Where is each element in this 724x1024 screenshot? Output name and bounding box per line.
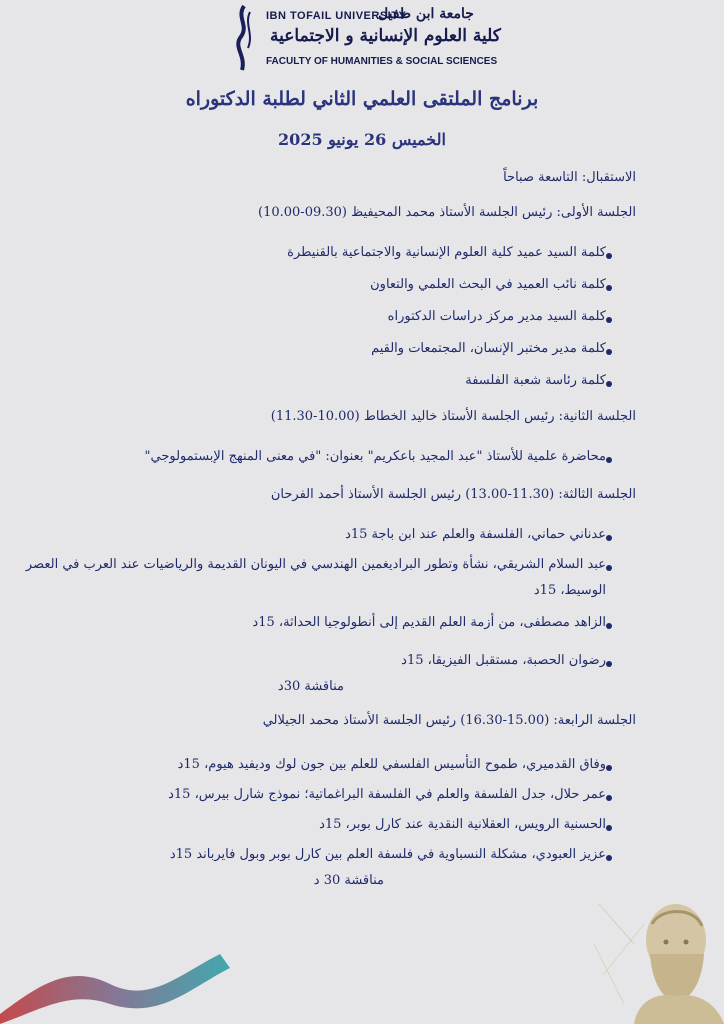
- bullet-icon: [606, 349, 612, 355]
- bullet-icon: [606, 795, 612, 801]
- reception-line: الاستقبال: التاسعة صباحاً: [503, 170, 636, 185]
- list-item: كلمة مدير مختبر الإنسان، المجتمعات والقيم: [371, 341, 606, 356]
- list-item-continuation: الوسيط، 15د: [533, 583, 606, 598]
- bullet-icon: [606, 661, 612, 667]
- bullet-icon: [606, 565, 612, 571]
- logo-university-ar: جامعة ابن طفيل: [378, 6, 474, 22]
- session4-heading: الجلسة الرابعة: (15.00-16.30) رئيس الجلسة الأستاذ محمد الجيلالي: [262, 713, 636, 728]
- university-logo: [230, 4, 501, 74]
- list-item: كلمة نائب العميد في البحث العلمي والتعاون: [370, 277, 606, 292]
- bullet-icon: [606, 855, 612, 861]
- logo-university-en: IBN TOFAIL UNIVERSITY: [266, 10, 407, 22]
- list-item: كلمة السيد عميد كلية العلوم الإنسانية والاجتماعية بالقنيطرة: [287, 245, 606, 260]
- bullet-icon: [606, 535, 612, 541]
- bullet-icon: [606, 381, 612, 387]
- list-item: وفاق القدميري، طموح التأسيس الفلسفي للعلم بين جون لوك وديفيد هيوم، 15د: [177, 757, 606, 772]
- event-date: الخميس 26 يونيو 2025: [278, 130, 446, 149]
- bullet-icon: [606, 825, 612, 831]
- list-item: عمر حلال، جدل الفلسفة والعلم في الفلسفة البراغماتية؛ نموذج شارل بيرس، 15د: [168, 787, 606, 802]
- list-item: عدناني حماني، الفلسفة والعلم عند ابن باجة 15د: [345, 527, 606, 542]
- list-item: عزيز العبودي، مشكلة النسباوية في فلسفة العلم بين كارل بوبر وبول فايرباند 15د: [169, 847, 606, 862]
- list-item: الحسنية الرويس، العقلانية النقدية عند كارل بوبر، 15د: [319, 817, 606, 832]
- logo-mark-icon: [230, 4, 260, 74]
- bullet-icon: [606, 457, 612, 463]
- bullet-icon: [606, 253, 612, 259]
- philosopher-bust-icon: [594, 884, 724, 1024]
- logo-faculty-en: FACULTY OF HUMANITIES & SOCIAL SCIENCES: [266, 56, 498, 67]
- list-item: كلمة رئاسة شعبة الفلسفة: [465, 373, 606, 388]
- session3-heading: الجلسة الثالثة: (11.30-13.00) رئيس الجلسة الأستاذ أحمد الفرحان: [270, 487, 636, 502]
- list-item: عبد السلام الشريقي، نشأة وتطور البراديغمين الهندسي في اليونان القديمة والرياضيات عند العرب في العصر: [25, 557, 606, 572]
- session4-discussion: مناقشة 30 د: [313, 873, 384, 888]
- list-item: كلمة السيد مدير مركز دراسات الدكتوراه: [387, 309, 606, 324]
- bullet-icon: [606, 623, 612, 629]
- session3-discussion: مناقشة 30د: [277, 679, 344, 694]
- logo-faculty-ar: كلية العلوم الإنسانية و الاجتماعية: [270, 26, 501, 46]
- page-title: برنامج الملتقى العلمي الثاني لطلبة الدكتوراه: [185, 88, 539, 110]
- session1-heading: الجلسة الأولى: رئيس الجلسة الأستاذ محمد المحيفيظ (09.30-10.00): [258, 205, 636, 220]
- list-item: الزاهد مصطفى، من أزمة العلم القديم إلى أنطولوجيا الحداثة، 15د: [252, 615, 606, 630]
- bullet-icon: [606, 285, 612, 291]
- decorative-wave-icon: [0, 934, 240, 1024]
- bullet-icon: [606, 317, 612, 323]
- list-item: رضوان الحصبة، مستقبل الفيزيقا، 15د: [401, 653, 606, 668]
- bullet-icon: [606, 765, 612, 771]
- list-item: محاضرة علمية للأستاذ "عبد المجيد باعكريم" بعنوان: "في معنى المنهج الإبستمولوجي": [144, 449, 606, 464]
- session2-heading: الجلسة الثانية: رئيس الجلسة الأستاذ خاليد الخطاط (10.00-11.30): [270, 409, 636, 424]
